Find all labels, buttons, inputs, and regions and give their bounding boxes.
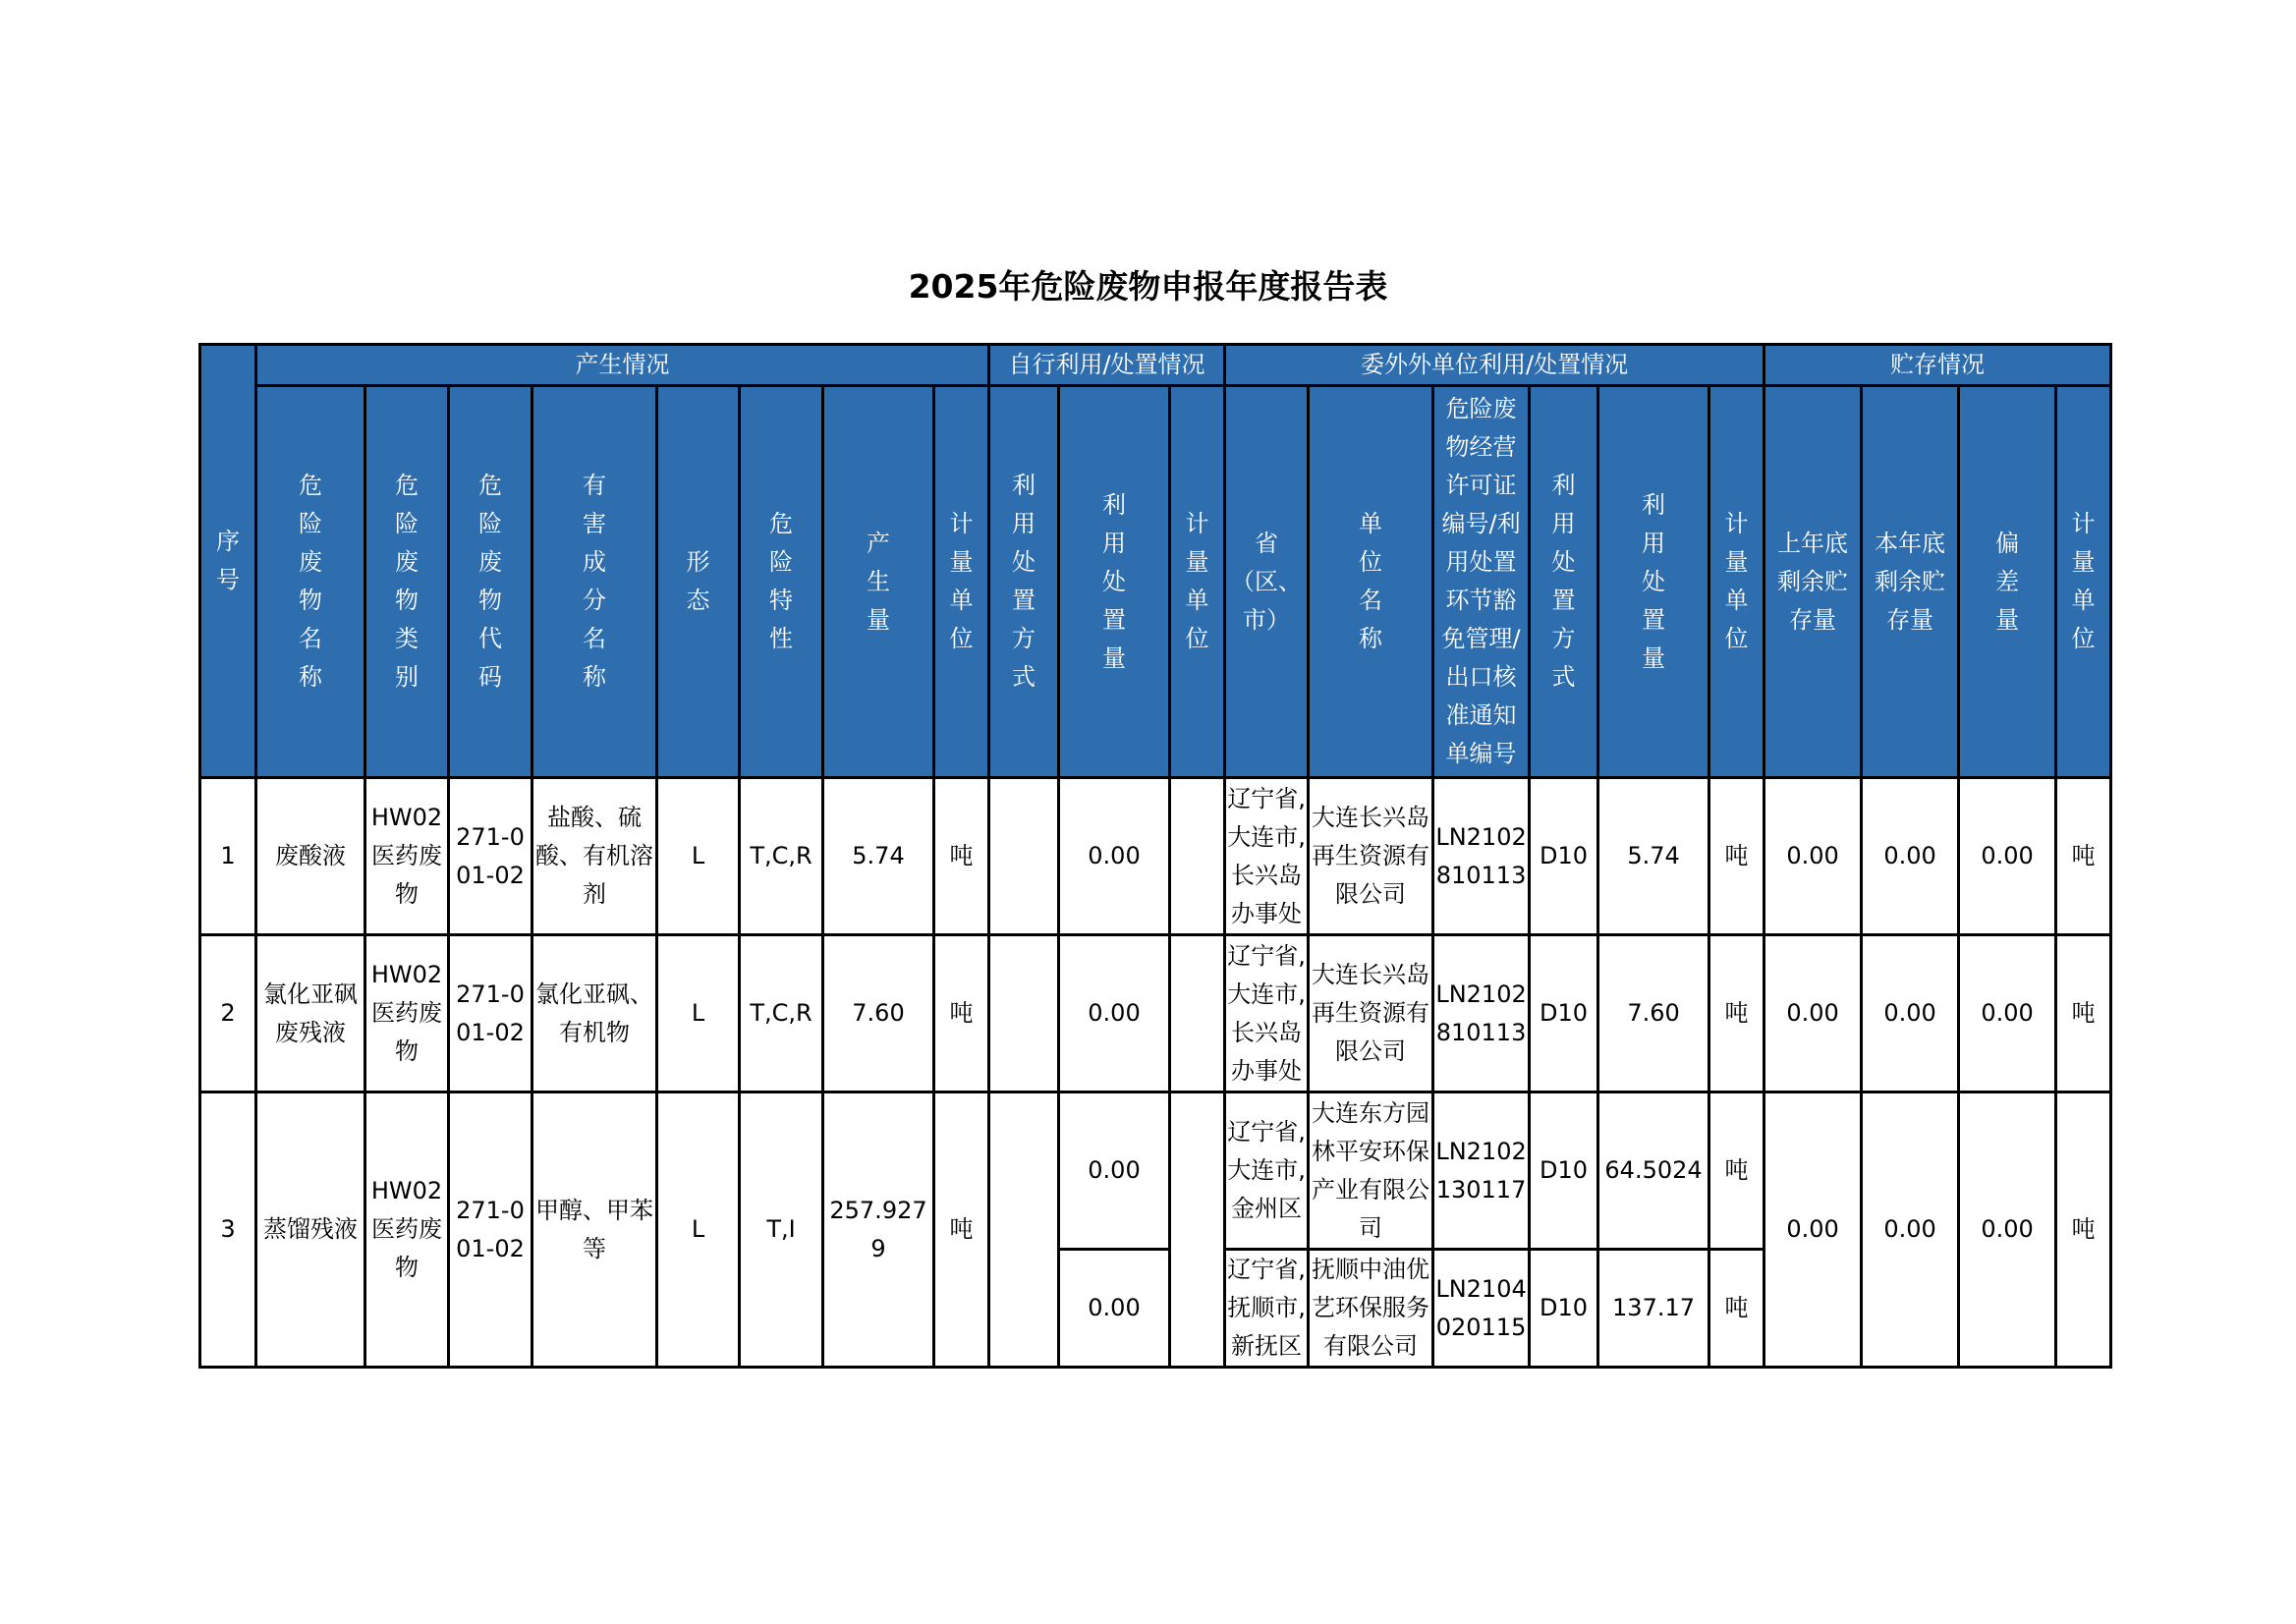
cell-unit: 吨 bbox=[934, 935, 989, 1092]
cell-out-method: D10 bbox=[1530, 778, 1598, 935]
cell-out-unit: 吨 bbox=[1709, 1092, 1764, 1250]
cell-license: LN2104020115 bbox=[1433, 1250, 1530, 1368]
header-unit-storage: 计量单位 bbox=[2056, 386, 2111, 778]
header-deviation: 偏差量 bbox=[1959, 386, 2056, 778]
cell-unit: 吨 bbox=[934, 778, 989, 935]
cell-company: 大连东方园林平安环保产业有限公司 bbox=[1309, 1092, 1433, 1250]
cell-out-method: D10 bbox=[1530, 1250, 1598, 1368]
cell-self-method bbox=[989, 778, 1059, 935]
cell-out-unit: 吨 bbox=[1709, 778, 1764, 935]
header-license: 危险废物经营许可证编号/利用处置环节豁免管理/出口核准通知单编号 bbox=[1433, 386, 1530, 778]
cell-waste-category: HW02医药废物 bbox=[365, 1092, 449, 1368]
cell-self-unit bbox=[1170, 778, 1225, 935]
cell-last-stock: 0.00 bbox=[1764, 778, 1862, 935]
header-waste-name: 危险废物名称 bbox=[256, 386, 365, 778]
cell-hazard: T,I bbox=[740, 1092, 823, 1368]
cell-company: 大连长兴岛再生资源有限公司 bbox=[1309, 935, 1433, 1092]
cell-province: 辽宁省,大连市,长兴岛办事处 bbox=[1225, 778, 1309, 935]
table-row bbox=[200, 778, 2111, 935]
report-table bbox=[198, 343, 2112, 1369]
cell-this-stock: 0.00 bbox=[1862, 935, 1959, 1092]
cell-province: 辽宁省,大连市,长兴岛办事处 bbox=[1225, 935, 1309, 1092]
cell-province: 辽宁省,抚顺市,新抚区 bbox=[1225, 1250, 1309, 1368]
header-out-amount: 利用处置量 bbox=[1598, 386, 1709, 778]
header-harmful: 有害成分名称 bbox=[532, 386, 657, 778]
header-company: 单位名称 bbox=[1309, 386, 1433, 778]
cell-amount: 257.9279 bbox=[823, 1092, 934, 1368]
table-row bbox=[200, 935, 2111, 1092]
cell-out-unit: 吨 bbox=[1709, 1250, 1764, 1368]
header-waste-category: 危险废物类别 bbox=[365, 386, 449, 778]
cell-out-amount: 64.5024 bbox=[1598, 1092, 1709, 1250]
header-unit-self: 计量单位 bbox=[1170, 386, 1225, 778]
cell-harmful: 氯化亚砜、有机物 bbox=[532, 935, 657, 1092]
cell-self-unit bbox=[1170, 1092, 1225, 1368]
cell-this-stock: 0.00 bbox=[1862, 778, 1959, 935]
table-row bbox=[200, 1092, 2111, 1250]
header-hazard: 危险特性 bbox=[740, 386, 823, 778]
header-waste-code: 危险废物代码 bbox=[449, 386, 532, 778]
cell-stock-unit: 吨 bbox=[2056, 778, 2111, 935]
header-amount: 产生量 bbox=[823, 386, 934, 778]
cell-out-amount: 137.17 bbox=[1598, 1250, 1709, 1368]
cell-self-amount: 0.00 bbox=[1059, 1092, 1170, 1250]
cell-out-method: D10 bbox=[1530, 1092, 1598, 1250]
cell-waste-code: 271-001-02 bbox=[449, 778, 532, 935]
cell-deviation: 0.00 bbox=[1959, 935, 2056, 1092]
cell-seq: 3 bbox=[200, 1092, 256, 1368]
cell-self-amount: 0.00 bbox=[1059, 1250, 1170, 1368]
header-province: 省（区、市） bbox=[1225, 386, 1309, 778]
header-this-stock: 本年底剩余贮存量 bbox=[1862, 386, 1959, 778]
header-last-stock: 上年底剩余贮存量 bbox=[1764, 386, 1862, 778]
cell-last-stock: 0.00 bbox=[1764, 935, 1862, 1092]
cell-hazard: T,C,R bbox=[740, 778, 823, 935]
cell-license: LN2102130117 bbox=[1433, 1092, 1530, 1250]
cell-waste-code: 271-001-02 bbox=[449, 1092, 532, 1368]
cell-self-amount: 0.00 bbox=[1059, 778, 1170, 935]
cell-amount: 7.60 bbox=[823, 935, 934, 1092]
cell-seq: 1 bbox=[200, 778, 256, 935]
cell-last-stock: 0.00 bbox=[1764, 1092, 1862, 1368]
cell-form: L bbox=[657, 778, 740, 935]
cell-harmful: 甲醇、甲苯等 bbox=[532, 1092, 657, 1368]
cell-seq: 2 bbox=[200, 935, 256, 1092]
cell-stock-unit: 吨 bbox=[2056, 935, 2111, 1092]
cell-harmful: 盐酸、硫酸、有机溶剂 bbox=[532, 778, 657, 935]
group-produce: 产生情况 bbox=[256, 345, 989, 386]
cell-company: 大连长兴岛再生资源有限公司 bbox=[1309, 778, 1433, 935]
cell-form: L bbox=[657, 1092, 740, 1368]
page-title: 2025年危险废物申报年度报告表 bbox=[908, 267, 1388, 306]
cell-form: L bbox=[657, 935, 740, 1092]
header-self-method: 利用处置方式 bbox=[989, 386, 1059, 778]
cell-hazard: T,C,R bbox=[740, 935, 823, 1092]
header-form: 形态 bbox=[657, 386, 740, 778]
cell-out-amount: 7.60 bbox=[1598, 935, 1709, 1092]
cell-deviation: 0.00 bbox=[1959, 1092, 2056, 1368]
cell-province: 辽宁省,大连市,金州区 bbox=[1225, 1092, 1309, 1250]
cell-waste-name: 废酸液 bbox=[256, 778, 365, 935]
cell-company: 抚顺中油优艺环保服务有限公司 bbox=[1309, 1250, 1433, 1368]
group-self: 自行利用/处置情况 bbox=[989, 345, 1225, 386]
cell-amount: 5.74 bbox=[823, 778, 934, 935]
cell-waste-code: 271-001-02 bbox=[449, 935, 532, 1092]
cell-license: LN2102810113 bbox=[1433, 778, 1530, 935]
cell-self-unit bbox=[1170, 935, 1225, 1092]
cell-out-amount: 5.74 bbox=[1598, 778, 1709, 935]
cell-stock-unit: 吨 bbox=[2056, 1092, 2111, 1368]
cell-unit: 吨 bbox=[934, 1092, 989, 1368]
cell-waste-name: 蒸馏残液 bbox=[256, 1092, 365, 1368]
cell-this-stock: 0.00 bbox=[1862, 1092, 1959, 1368]
cell-waste-category: HW02医药废物 bbox=[365, 935, 449, 1092]
cell-waste-name: 氯化亚砜废残液 bbox=[256, 935, 365, 1092]
cell-license: LN2102810113 bbox=[1433, 935, 1530, 1092]
header-seq: 序号 bbox=[200, 345, 256, 778]
cell-self-method bbox=[989, 1092, 1059, 1368]
header-self-amount: 利用处置量 bbox=[1059, 386, 1170, 778]
cell-out-method: D10 bbox=[1530, 935, 1598, 1092]
header-unit-produce: 计量单位 bbox=[934, 386, 989, 778]
group-outsource: 委外外单位利用/处置情况 bbox=[1225, 345, 1764, 386]
header-unit-out: 计量单位 bbox=[1709, 386, 1764, 778]
cell-deviation: 0.00 bbox=[1959, 778, 2056, 935]
cell-out-unit: 吨 bbox=[1709, 935, 1764, 1092]
group-storage: 贮存情况 bbox=[1764, 345, 2111, 386]
header-out-method: 利用处置方式 bbox=[1530, 386, 1598, 778]
cell-self-method bbox=[989, 935, 1059, 1092]
cell-waste-category: HW02医药废物 bbox=[365, 778, 449, 935]
cell-self-amount: 0.00 bbox=[1059, 935, 1170, 1092]
